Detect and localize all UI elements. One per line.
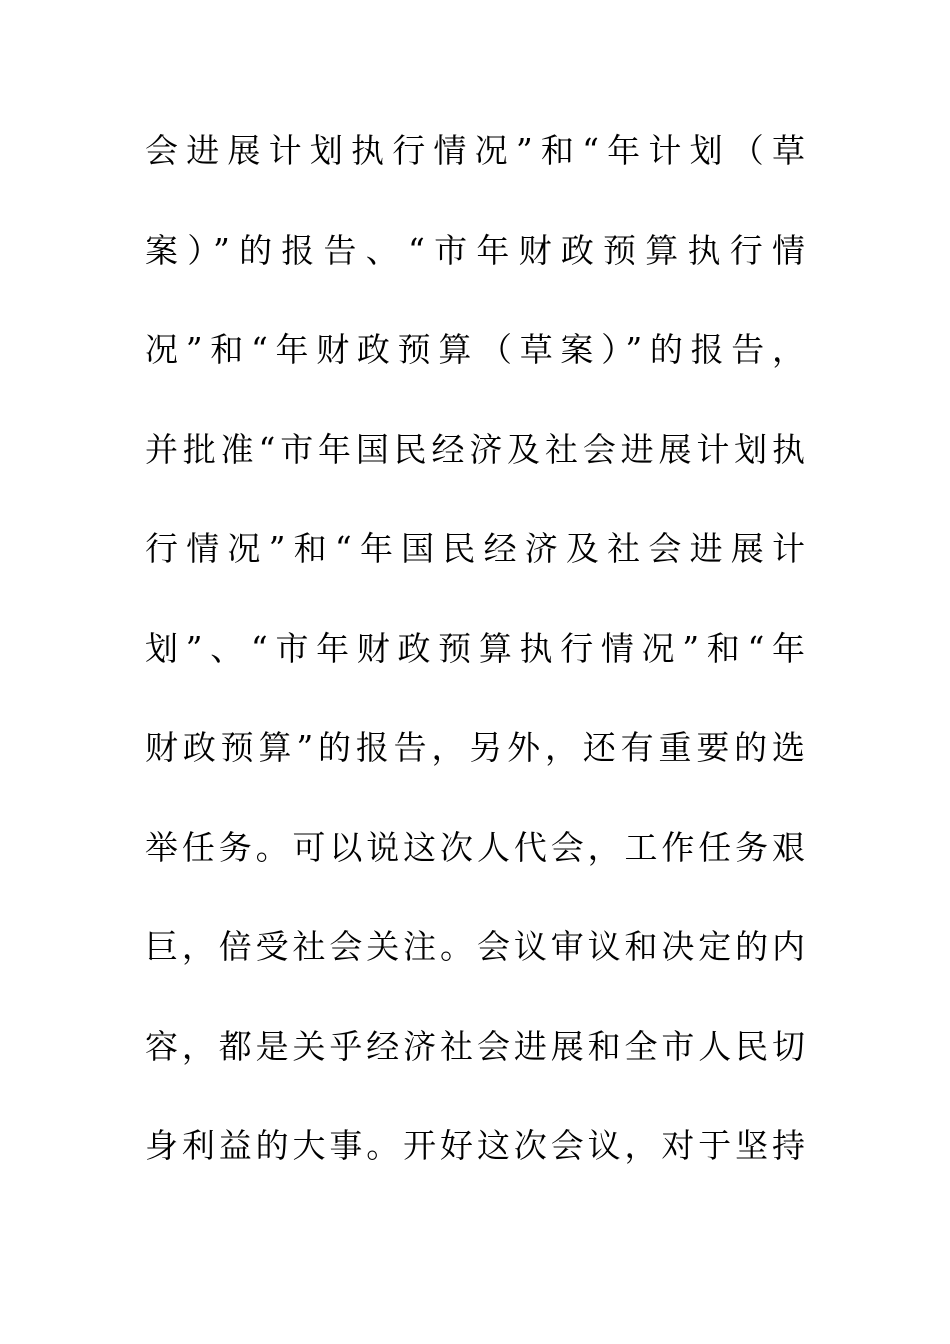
text-line-10: 容，都是关乎经济社会进展和全市人民切 — [145, 1026, 805, 1066]
text-line-6: 划”、“市年财政预算执行情况”和“年 — [145, 628, 805, 668]
text-line-7: 财政预算”的报告，另外，还有重要的选 — [145, 728, 805, 767]
text-line-9: 巨，倍受社会关注。会议审议和决定的内 — [145, 927, 805, 966]
body-text — [145, 118, 805, 1213]
text-line-4: 并批准“市年国民经济及社会进展计划执 — [145, 429, 805, 469]
text-line-5: 行情况”和“年国民经济及社会进展计 — [145, 529, 805, 568]
text-line-1: 会进展计划执行情况”和“年计划（草 — [145, 131, 805, 170]
text-line-8: 举任务。可以说这次人代会，工作任务艰 — [145, 827, 805, 867]
text-line-3: 况”和“年财政预算（草案）”的报告， — [145, 330, 805, 369]
text-line-11: 身利益的大事。开好这次会议，对于坚持 — [145, 1126, 805, 1165]
text-line-2: 案）”的报告、“市年财政预算执行情 — [145, 230, 805, 270]
